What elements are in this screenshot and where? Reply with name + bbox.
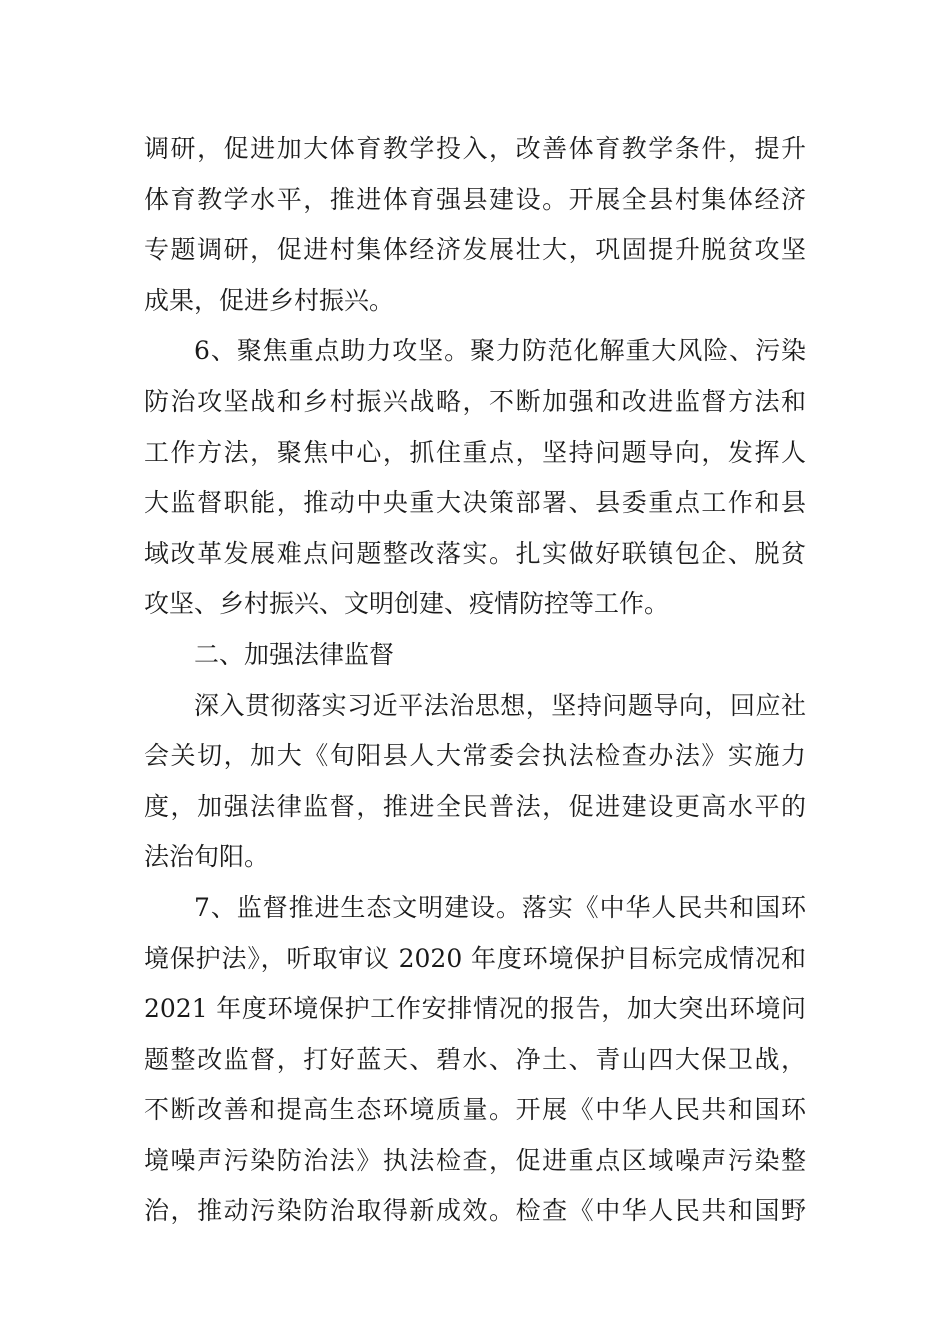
paragraph-1: [144, 124, 806, 326]
text-line: 6、聚焦重点助力攻坚。聚力防范化解重大风险、污染: [194, 336, 806, 366]
text-line: 2021 年度环境保护工作安排情况的报告，加大突出环境问: [144, 994, 806, 1024]
text-line: 大监督职能，推动中央重大决策部署、县委重点工作和县: [144, 488, 806, 518]
paragraph-2: [144, 326, 806, 630]
text-line: 境保护法》，听取审议 2020 年度环境保护目标完成情况和: [144, 943, 806, 973]
text-line: 防治攻坚战和乡村振兴战略，不断加强和改进监督方法和: [144, 386, 806, 416]
text-line: 不断改善和提高生态环境质量。开展《中华人民共和国环: [144, 1095, 806, 1125]
paragraph-3: [144, 681, 806, 883]
text-line: 题整改监督，打好蓝天、碧水、净土、青山四大保卫战，: [144, 1044, 806, 1074]
text-line: 工作方法，聚焦中心，抓住重点，坚持问题导向，发挥人: [144, 437, 806, 467]
text-line: 体育教学水平，推进体育强县建设。开展全县村集体经济: [144, 184, 806, 214]
document-body: [144, 124, 806, 1237]
paragraph-4: [144, 883, 806, 1237]
text-line: 7、监督推进生态文明建设。落实《中华人民共和国环: [194, 892, 806, 922]
text-line: 治，推动污染防治取得新成效。检查《中华人民共和国野: [144, 1196, 806, 1226]
text-line: 法治旬阳。: [144, 842, 270, 872]
text-line: 专题调研，促进村集体经济发展壮大，巩固提升脱贫攻坚: [144, 235, 806, 265]
section-heading: [144, 630, 806, 681]
text-line: 度，加强法律监督，推进全民普法，促进建设更高水平的: [144, 791, 806, 821]
text-line: 境噪声污染防治法》执法检查，促进重点区域噪声污染整: [144, 1145, 806, 1175]
text-line: 成果，促进乡村振兴。: [144, 285, 395, 315]
text-line: 调研，促进加大体育教学投入，改善体育教学条件，提升: [144, 134, 806, 163]
heading-line: 二、加强法律监督: [194, 639, 395, 669]
text-line: 域改革发展难点问题整改落实。扎实做好联镇包企、脱贫: [144, 538, 806, 568]
text-line: 深入贯彻落实习近平法治思想，坚持问题导向，回应社: [194, 690, 806, 720]
text-line: 攻坚、乡村振兴、文明创建、疫情防控等工作。: [144, 589, 670, 619]
text-line: 会关切，加大《旬阳县人大常委会执法检查办法》实施力: [144, 741, 806, 771]
